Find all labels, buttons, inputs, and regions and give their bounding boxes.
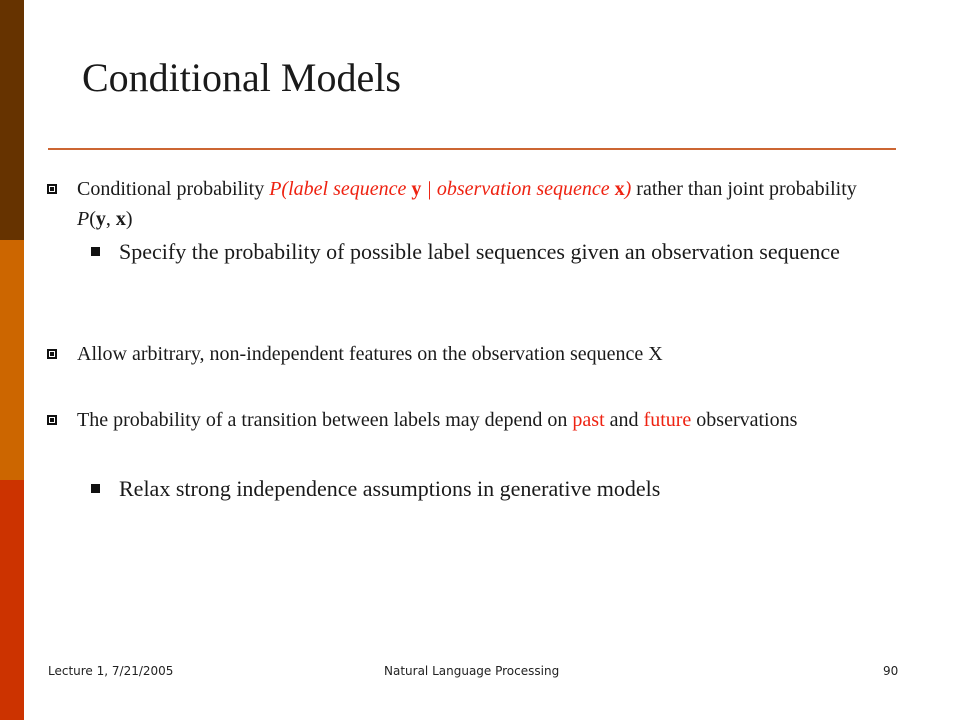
red-bold-variable: x: [614, 178, 625, 200]
footer-lecture-date: Lecture 1, 7/21/2005: [48, 664, 174, 678]
bold-variable: x: [115, 208, 126, 230]
bullet-conditional-probability: [77, 174, 877, 234]
accent-bar-middle: [0, 240, 24, 480]
square-bullet-icon: [47, 415, 57, 425]
bullet-text: observations: [691, 409, 798, 431]
red-formula-text: | observation sequence: [421, 178, 615, 200]
red-highlight-past: past: [572, 409, 605, 431]
red-formula-text: ): [624, 178, 632, 200]
bullet-text: The probability of a transition between labels may depend on: [77, 409, 573, 431]
bullet-text: (: [89, 208, 96, 230]
filled-square-bullet-icon: [91, 247, 100, 256]
square-bullet-icon: [47, 184, 57, 194]
bullet-text: and: [604, 409, 644, 431]
red-formula-text: P(label sequence: [269, 178, 412, 200]
bullet-text: ): [125, 208, 133, 230]
red-bold-variable: y: [411, 178, 422, 200]
square-bullet-icon: [47, 349, 57, 359]
italic-probability-symbol: P: [77, 208, 90, 230]
footer-page-number: 90: [883, 664, 899, 678]
slide-title: Conditional Models: [82, 55, 401, 100]
sub-bullet-text: Specify the probability of possible label sequences given an observation sequence: [119, 239, 840, 264]
sub-bullet-specify-probability: [119, 236, 879, 268]
bullet-text: rather than joint probability: [631, 178, 857, 200]
sub-bullet-text: Relax strong independence assumptions in generative models: [119, 476, 661, 501]
accent-bar-bottom: [0, 480, 24, 720]
bullet-arbitrary-features: [77, 339, 877, 369]
bullet-text: ,: [105, 208, 116, 230]
bullet-text: Allow arbitrary, non-independent features on the observation sequence X: [77, 343, 663, 365]
filled-square-bullet-icon: [91, 484, 100, 493]
sub-bullet-relax-assumptions: [119, 473, 879, 505]
bullet-transition-probability: [77, 405, 877, 435]
title-underline: [48, 148, 896, 150]
bold-variable: y: [95, 208, 106, 230]
accent-bar-top: [0, 0, 24, 240]
footer-course-title: Natural Language Processing: [384, 664, 560, 678]
red-highlight-future: future: [643, 409, 692, 431]
bullet-text: Conditional probability: [77, 178, 270, 200]
